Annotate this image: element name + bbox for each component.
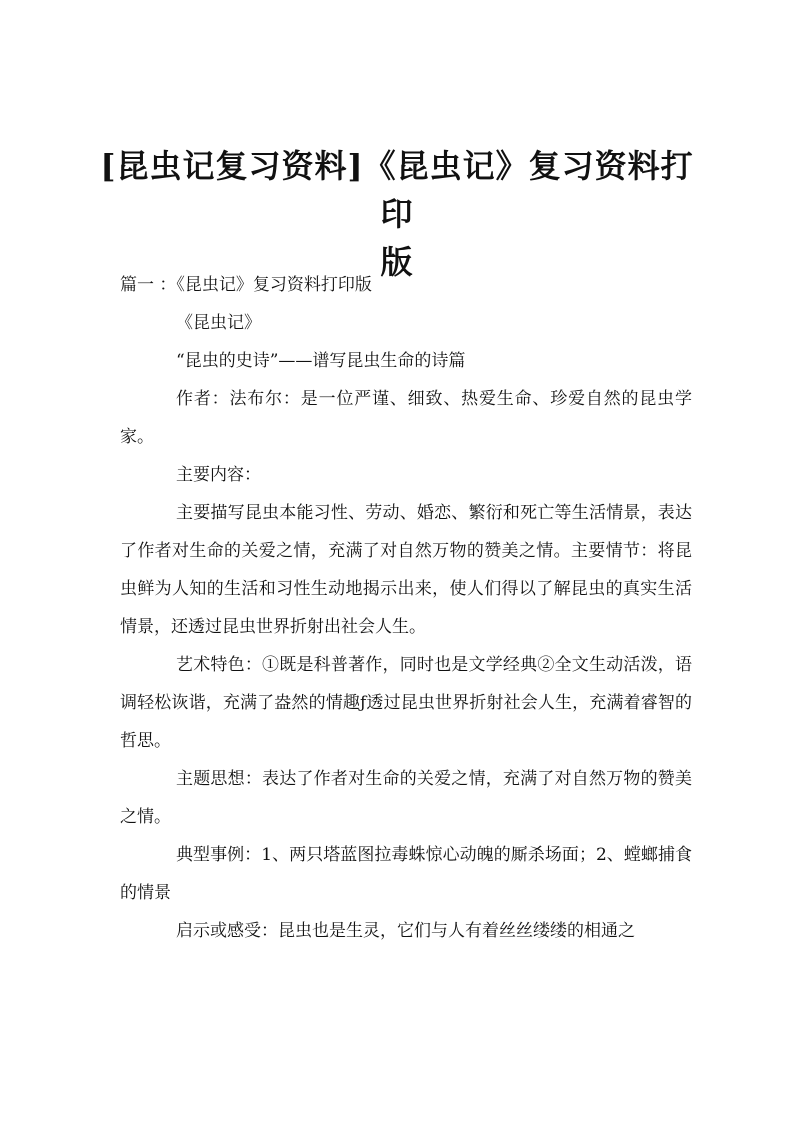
title-line-1: [昆虫记复习资料]《昆虫记》复习资料打印 — [100, 147, 694, 233]
main-content-heading: 主要内容： — [176, 465, 261, 485]
section-heading: 篇一 ：《昆虫记》复习资料打印版 — [120, 275, 372, 295]
artistic-features-paragraph: 艺术特色：①既是科普著作，同时也是文学经典②全文生动活泼，语调轻松诙谐，充满了盎然的情趣ƒ透过昆虫世界折射社会人生，充满着睿智的哲思。 — [120, 655, 692, 751]
document-body — [120, 266, 692, 950]
insight-paragraph: 启示或感受：昆虫也是生灵，它们与人有着丝丝缕缕的相通之 — [176, 921, 635, 941]
book-title: 《昆虫记》 — [176, 313, 261, 333]
main-content-paragraph: 主要描写昆虫本能习性、劳动、婚恋、繁衍和死亡等生活情景，表达了作者对生命的关爱之情，充满了对自然万物的赞美之情。主要情节：将昆虫鲜为人知的生活和习性生动地揭示出来，使人们得以了解昆虫的真实生活情景，还透过昆虫世界折射出社会人生。 — [120, 503, 692, 637]
theme-paragraph: 主题思想：表达了作者对生命的关爱之情，充满了对自然万物的赞美之情。 — [120, 769, 692, 827]
document-title — [100, 142, 694, 286]
author-paragraph: 作者：法布尔：是一位严谨、细致、热爱生命、珍爱自然的昆虫学家。 — [120, 389, 692, 447]
typical-examples-paragraph: 典型事例：1、两只塔蓝图拉毒蛛惊心动魄的厮杀场面；2、螳螂捕食的情景 — [120, 845, 692, 903]
title-line-2: 版 — [380, 243, 414, 281]
book-subtitle: “昆虫的史诗”——谱写昆虫生命的诗篇 — [176, 351, 466, 371]
